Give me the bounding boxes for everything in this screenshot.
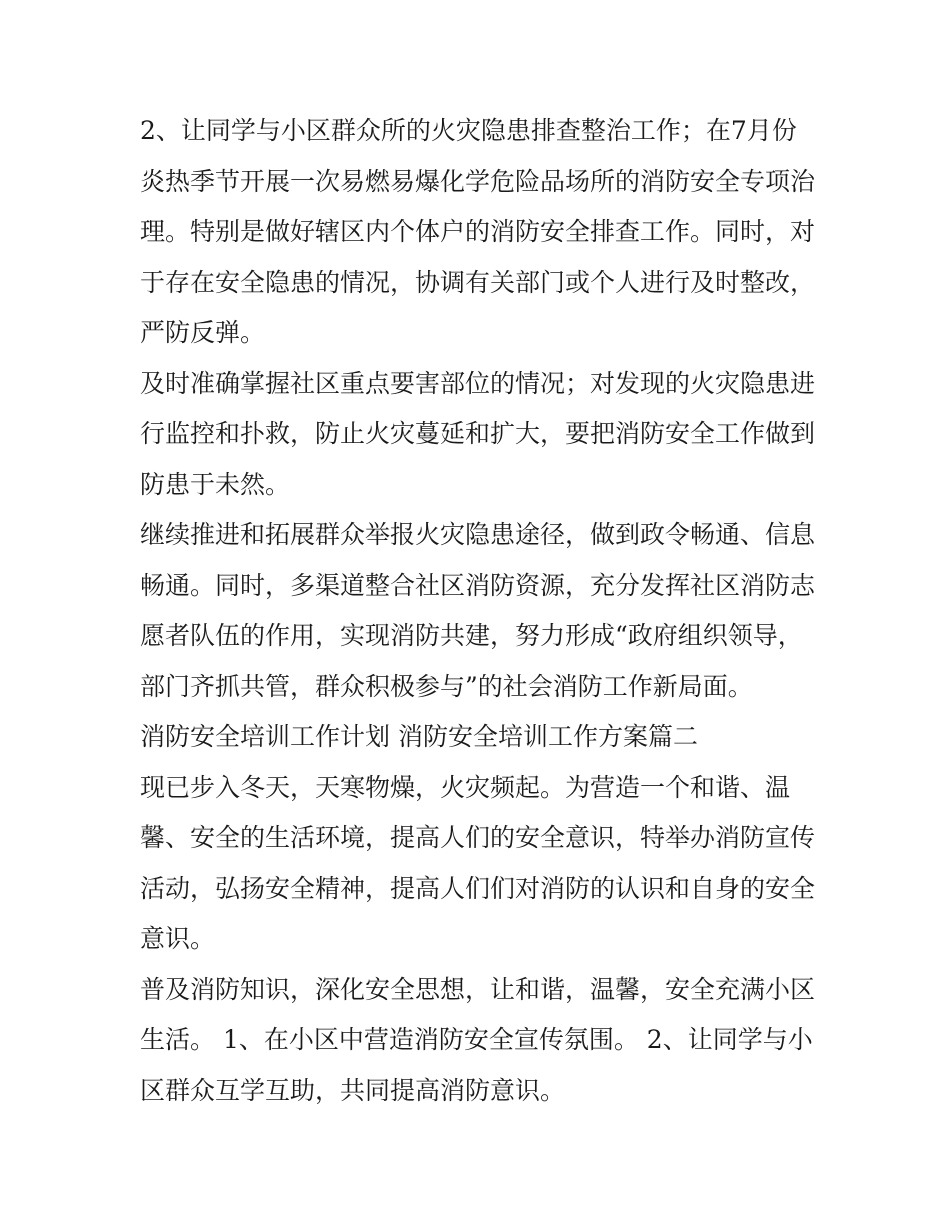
paragraph-knowledge-goals bbox=[140, 965, 815, 1117]
text-line: 及时准确掌握社区重点要害部位的情况；对发现的火灾隐患进 bbox=[140, 368, 816, 398]
text-line: 现已步入冬天，天寒物燥，火灾频起。为营造一个和谐、温 bbox=[140, 772, 791, 802]
text-line: 行监控和扑救，防止火灾蔓延和扩大，要把消防安全工作做到 bbox=[140, 419, 816, 448]
text-line: 意识。 bbox=[140, 924, 216, 953]
paragraph-key-locations bbox=[140, 359, 815, 511]
text-line: 防患于未然。 bbox=[140, 469, 291, 499]
text-line: 部门齐抓共管，群众积极参与”的社会消防工作新局面。 bbox=[140, 671, 753, 701]
text-line: 严防反弹。 bbox=[140, 318, 266, 347]
text-line: 生活。 1、在小区中营造消防安全宣传氛围。 2、让同学与小 bbox=[140, 1025, 813, 1054]
heading-line: 消防安全培训工作计划 消防安全培训工作方案篇二 bbox=[140, 722, 698, 751]
text-line: 于存在安全隐患的情况，协调有关部门或个人进行及时整改， bbox=[140, 267, 816, 297]
document-body bbox=[140, 106, 815, 1116]
text-line: 畅通。同时，多渠道整合社区消防资源，充分发挥社区消防志 bbox=[140, 570, 816, 600]
text-line: 活动，弘扬安全精神，提高人们们对消防的认识和自身的安全 bbox=[140, 873, 816, 903]
text-line: 普及消防知识，深化安全思想，让和谐，温馨，安全充满小区 bbox=[140, 974, 816, 1004]
paragraph-winter-campaign bbox=[140, 763, 815, 965]
section-heading bbox=[140, 712, 815, 763]
text-line: 区群众互学互助，共同提高消防意识。 bbox=[140, 1075, 566, 1105]
paragraph-fire-hazard-inspection bbox=[140, 106, 815, 359]
text-line: 2、让同学与小区群众所的火灾隐患排查整治工作；在7月份 bbox=[140, 116, 797, 145]
paragraph-reporting-channels bbox=[140, 510, 815, 712]
text-line: 愿者队伍的作用，实现消防共建，努力形成“政府组织领导， bbox=[140, 621, 803, 650]
text-line: 炎热季节开展一次易燃易爆化学危险品场所的消防安全专项治 bbox=[140, 166, 816, 196]
text-line: 继续推进和拓展群众举报火灾隐患途径，做到政令畅通、信息 bbox=[140, 520, 816, 549]
text-line: 理。特别是做好辖区内个体户的消防安全排查工作。同时，对 bbox=[140, 217, 816, 246]
text-line: 馨、安全的生活环境，提高人们的安全意识，特举办消防宣传 bbox=[140, 823, 816, 852]
